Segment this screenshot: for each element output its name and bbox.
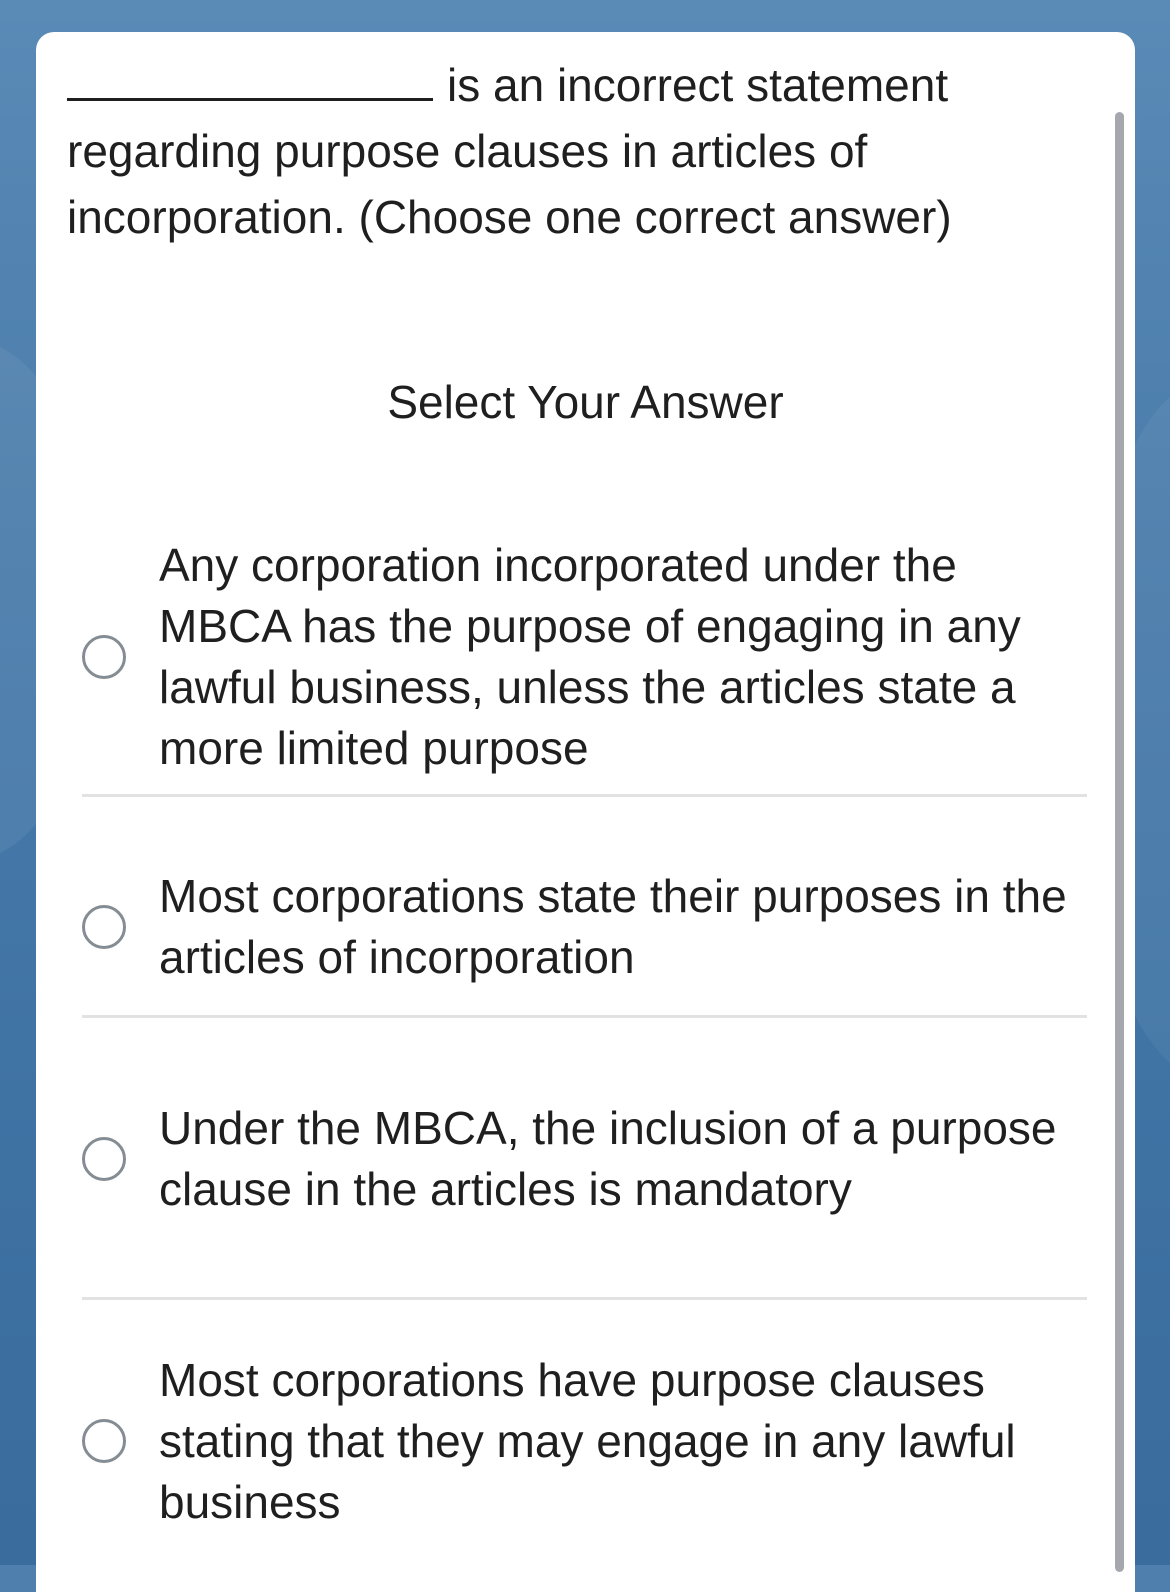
answer-option-label: Most corporations have purpose clauses stating that they may engage in any lawful business bbox=[159, 1353, 1016, 1528]
radio-button[interactable] bbox=[82, 905, 126, 949]
option-divider bbox=[82, 794, 1087, 797]
answer-option-2[interactable] bbox=[82, 842, 1087, 1012]
answer-option-3[interactable] bbox=[82, 1064, 1087, 1254]
radio-button[interactable] bbox=[82, 1419, 126, 1463]
radio-button[interactable] bbox=[82, 635, 126, 679]
question-text bbox=[67, 50, 1087, 250]
radio-button[interactable] bbox=[82, 1137, 126, 1181]
answer-option-1[interactable] bbox=[82, 532, 1087, 782]
option-divider bbox=[82, 1015, 1087, 1018]
scrollbar[interactable] bbox=[1115, 112, 1124, 1572]
question-card bbox=[36, 32, 1135, 1592]
answer-option-4[interactable] bbox=[82, 1346, 1087, 1536]
fill-in-blank bbox=[67, 50, 433, 101]
option-divider bbox=[82, 1297, 1087, 1300]
select-answer-heading: Select Your Answer bbox=[387, 376, 784, 428]
answer-option-label: Under the MBCA, the inclusion of a purpose clause in the articles is mandatory bbox=[159, 1102, 1057, 1215]
question-statement: is an incorrect statement regarding purpose clauses in articles of incorporation. (Choose one correct answer) bbox=[67, 59, 952, 243]
answer-option-label: Most corporations state their purposes in the articles of incorporation bbox=[159, 870, 1067, 983]
answer-option-label: Any corporation incorporated under the MBCA has the purpose of engaging in any lawful business, unless the articles state a more limited purpose bbox=[159, 539, 1021, 774]
